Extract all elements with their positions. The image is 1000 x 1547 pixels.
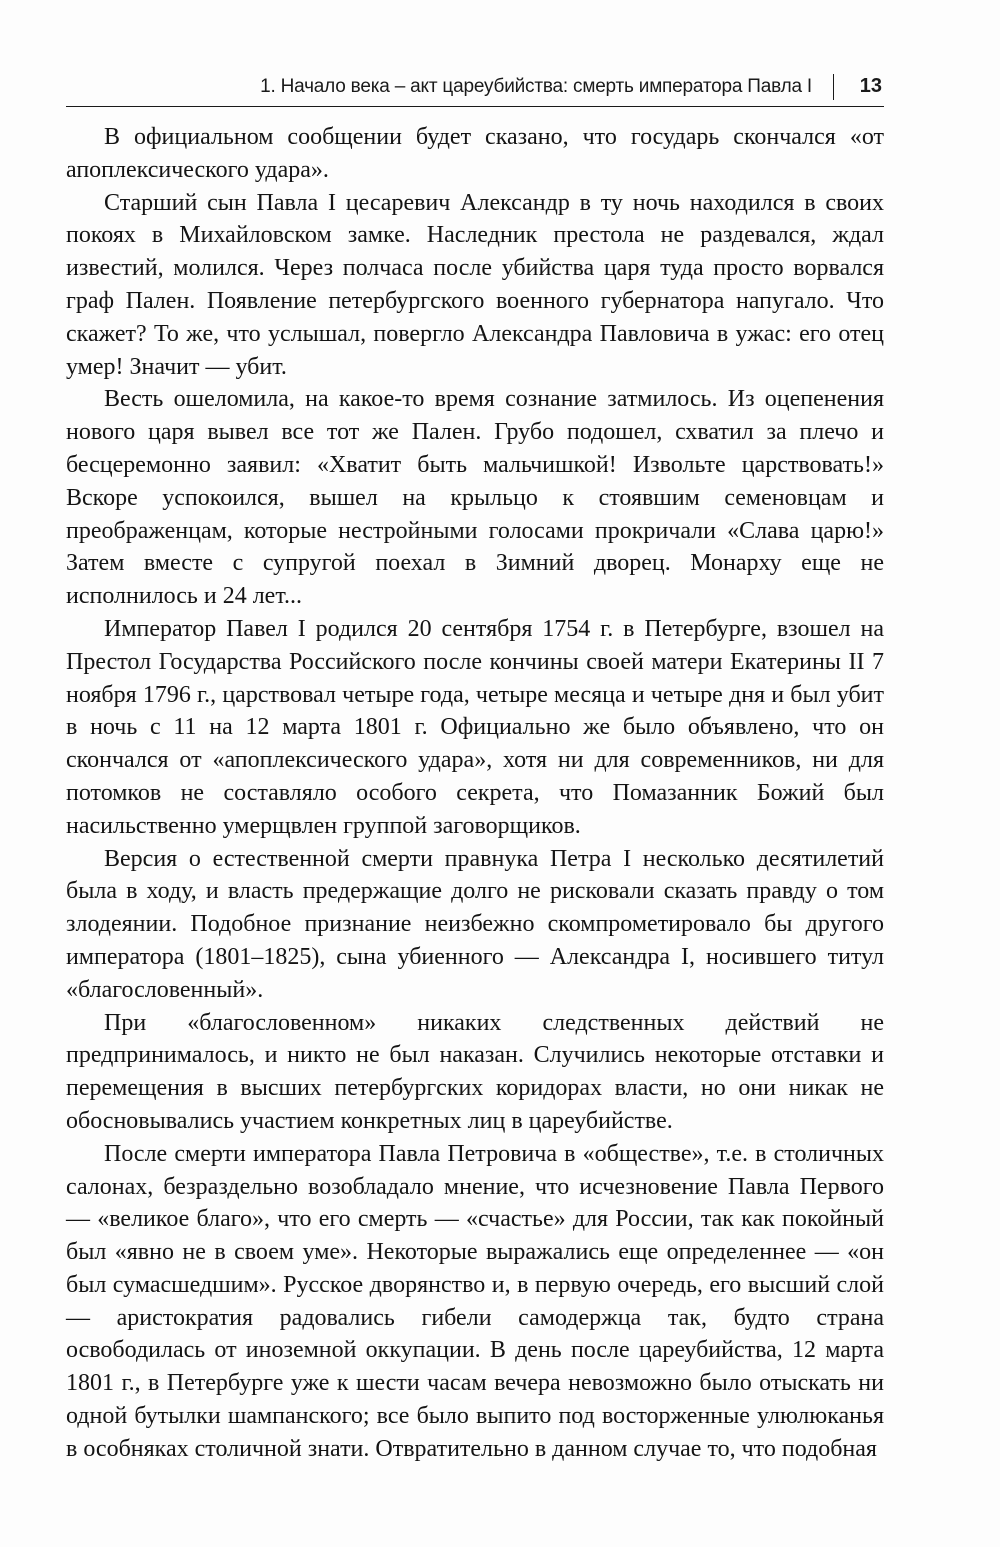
paragraph: Весть ошеломила, на какое-то время сознание затмилось. Из оцепенения нового царя вывел все тот же Пален. Грубо подошел, схватил за плечо и бесцеремонно заявил: «Хватит быть мальчишкой! Извольте царствовать!» Вскоре успокоился, вышел на крыльцо к стоявшим семеновцам и преображенцам, которые нестройными голосами прокричали «Слава царю!» Затем вместе с супругой поехал в Зимний дворец. Монарху еще не исполнилось и 24 лет... — [66, 386, 884, 610]
paragraph: Император Павел I родился 20 сентября 1754 г. в Петербурге, взошел на Престол Государства Российского после кончины своей матери Екатерины II 7 ноября 1796 г., царствовал четыре года, четыре месяца и четыре дня и был убит в ночь с 11 на 12 марта 1801 г. Официально же было объявлено, что он скончался от «апоплексического удара», хотя ни для современников, ни для потомков не составляло особого секрета, что Помазанник Божий был насильственно умерщвлен группой заговорщиков. — [66, 615, 884, 839]
chapter-title: 1. Начало века – акт цареубийства: смерть императора Павла I — [260, 76, 812, 97]
body-text — [66, 121, 884, 1466]
running-header — [66, 72, 884, 107]
paragraph: После смерти императора Павла Петровича в «обществе», т.е. в столичных салонах, безраздельно возобладало мнение, что исчезновение Павла Первого — «великое благо», что его смерть — «счастье» для России, так как покойный был «явно не в своем уме». Некоторые выражались еще определеннее — «он был сумасшедшим». Русское дворянство и, в первую очередь, его высший слой — аристократия радовались гибели самодержца так, будто страна освободилась от иноземной оккупации. В день после цареубийства, 12 марта 1801 г., в Петербурге уже к шести часам вечера невозможно было отыскать ни одной бутылки шампанского; все было выпито под восторженные улюлюканья в особняках столичной знати. Отвратительно в данном случае то, что подобная — [66, 1140, 884, 1462]
page-number: 13 — [859, 75, 882, 97]
header-separator — [833, 74, 835, 100]
paragraph: В официальном сообщении будет сказано, что государь скончался «от апоплексического удара». — [66, 124, 884, 183]
paragraph: Версия о естественной смерти правнука Петра I несколько десятилетий была в ходу, и власть предержащие долго не рисковали сказать правду о том злодеянии. Подобное признание неизбежно скомпрометировало бы другого императора (1801–1825), сына убиенного — Александра I, носившего титул «благословенный». — [66, 845, 884, 1003]
paragraph: При «благословенном» никаких следственных действий не предпринималось, и никто не был наказан. Случились некоторые отставки и перемещения в высших петербургских коридорах власти, но они никак не обосновывались участием конкретных лиц в цареубийстве. — [66, 1009, 884, 1134]
paragraph: Старший сын Павла I цесаревич Александр в ту ночь находился в своих покоях в Михайловском замке. Наследник престола не раздевался, ждал известий, молился. Через полчаса после убийства царя туда просто ворвался граф Пален. Появление петербургского военного губернатора напугало. Что скажет? То же, что услышал, повергло Александра Павловича в ужас: его отец умер! Значит — убит. — [66, 189, 884, 380]
